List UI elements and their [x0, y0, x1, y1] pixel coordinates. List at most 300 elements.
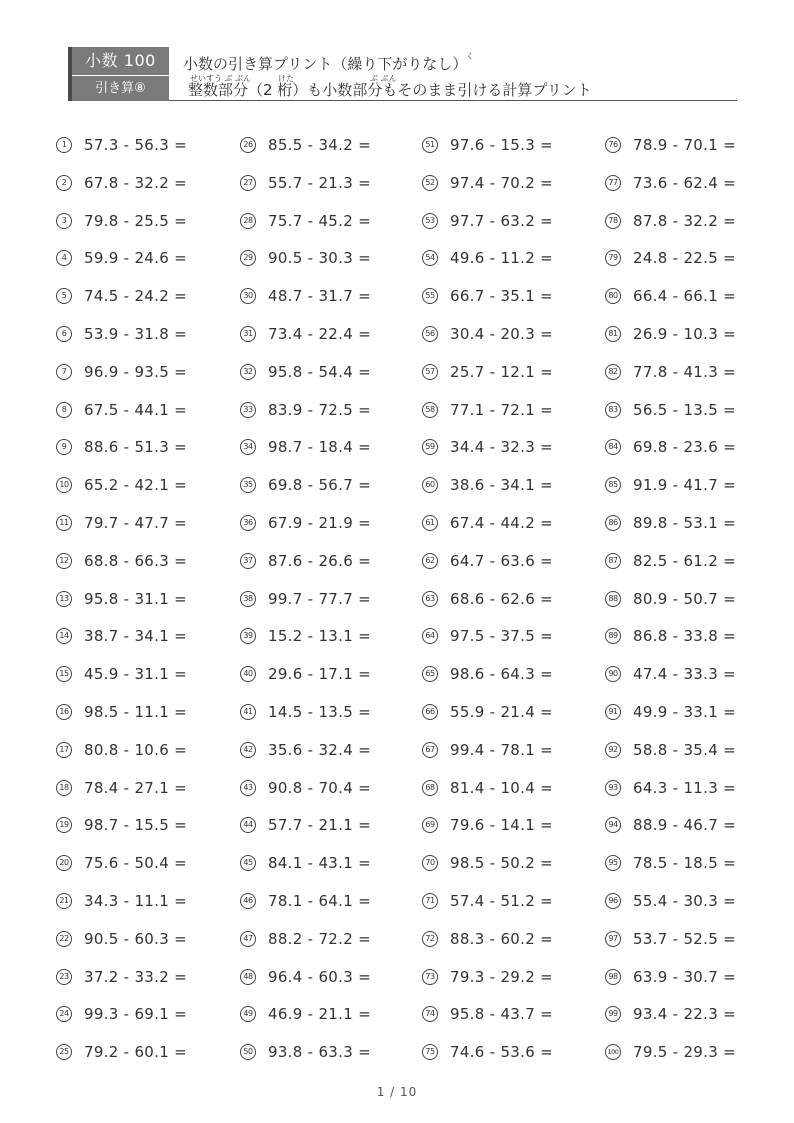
problem-item	[422, 360, 597, 384]
problem-item	[56, 322, 231, 346]
problem-item	[422, 889, 597, 913]
problem-item	[605, 700, 780, 724]
problem-number-badge: 58	[422, 402, 438, 418]
problem-number-badge: 6	[56, 326, 72, 342]
problem-number-badge: 36	[240, 515, 256, 531]
problem-number-badge: 88	[605, 591, 621, 607]
problem-number-badge: 64	[422, 628, 438, 644]
problem-number-badge: 42	[240, 742, 256, 758]
problem-number-badge: 61	[422, 515, 438, 531]
problem-number-badge: 70	[422, 855, 438, 871]
problem-expression: 78.5 - 18.5 =	[633, 854, 736, 873]
problem-item	[422, 813, 597, 837]
worksheet-header	[68, 47, 737, 101]
problem-expression: 96.4 - 60.3 =	[268, 967, 371, 986]
problem-item	[605, 965, 780, 989]
problem-number-badge: 28	[240, 213, 256, 229]
problem-number-badge: 63	[422, 591, 438, 607]
problem-expression: 59.9 - 24.6 =	[84, 249, 187, 268]
problem-item	[605, 473, 780, 497]
problem-number-badge: 94	[605, 817, 621, 833]
problem-item	[240, 1040, 415, 1064]
problem-item	[422, 662, 597, 686]
problem-number-badge: 86	[605, 515, 621, 531]
problem-item	[422, 700, 597, 724]
problem-number-badge: 12	[56, 553, 72, 569]
problem-number-badge: 7	[56, 364, 72, 380]
problem-expression: 88.9 - 46.7 =	[633, 816, 736, 835]
problem-grid	[56, 135, 756, 1060]
problem-item	[56, 738, 231, 762]
problem-item	[422, 624, 597, 648]
problem-expression: 26.9 - 10.3 =	[633, 325, 736, 343]
problem-number-badge: 25	[56, 1044, 72, 1060]
problem-item	[240, 965, 415, 989]
problem-number-badge: 15	[56, 666, 72, 682]
page-number: 1 / 10	[376, 1085, 418, 1099]
worksheet-title	[183, 52, 474, 73]
problem-number-badge: 29	[240, 250, 256, 266]
problem-number-badge: 59	[422, 439, 438, 455]
problem-number-badge: 60	[422, 477, 438, 493]
problem-expression: 75.6 - 50.4 =	[84, 854, 187, 873]
problem-number-badge: 8	[56, 402, 72, 418]
problem-number-badge: 10	[56, 477, 72, 493]
problem-number-badge: 84	[605, 439, 621, 455]
problem-number-badge: 46	[240, 893, 256, 909]
problem-number-badge: 13	[56, 591, 72, 607]
problem-expression: 74.6 - 53.6 =	[450, 1043, 553, 1062]
problem-expression: 81.4 - 10.4 =	[450, 778, 553, 797]
problem-item	[605, 851, 780, 875]
problem-number-badge: 49	[240, 1006, 256, 1022]
problem-item	[56, 587, 231, 611]
problem-expression: 79.5 - 29.3 =	[633, 1043, 736, 1062]
problem-number-badge: 40	[240, 666, 256, 682]
problem-expression: 95.8 - 43.7 =	[450, 1005, 553, 1024]
problem-number-badge: 41	[240, 704, 256, 720]
problem-item	[240, 171, 415, 195]
problem-item	[422, 473, 597, 497]
problem-expression: 63.9 - 30.7 =	[633, 967, 736, 986]
problem-number-badge: 80	[605, 288, 621, 304]
problem-number-badge: 37	[240, 553, 256, 569]
problem-expression: 34.4 - 32.3 =	[450, 438, 553, 457]
problem-item	[56, 435, 231, 459]
problem-item	[605, 133, 780, 157]
problem-number-badge: 53	[422, 213, 438, 229]
problem-number-badge: 35	[240, 477, 256, 493]
problem-number-badge: 34	[240, 439, 256, 455]
problem-item	[605, 662, 780, 686]
problem-number-badge: 2	[56, 175, 72, 191]
problem-number-badge: 76	[605, 137, 621, 153]
ruby-bubun: ぶ ぶん	[370, 74, 397, 83]
problem-number-badge: 87	[605, 553, 621, 569]
problem-expression: 34.3 - 11.1 =	[84, 892, 187, 910]
problem-number-badge: 82	[605, 364, 621, 380]
problem-item	[56, 1040, 231, 1064]
problem-item	[240, 398, 415, 422]
problem-number-badge: 89	[605, 628, 621, 644]
problem-expression: 86.8 - 33.8 =	[633, 627, 736, 646]
problem-expression: 88.6 - 51.3 =	[84, 438, 187, 457]
problem-expression: 24.8 - 22.5 =	[633, 249, 736, 268]
problem-number-badge: 93	[605, 780, 621, 796]
problem-item	[240, 889, 415, 913]
problem-expression: 73.4 - 22.4 =	[268, 325, 371, 343]
problem-number-badge: 73	[422, 969, 438, 985]
problem-item	[605, 1040, 780, 1064]
problem-number-badge: 38	[240, 591, 256, 607]
problem-expression: 79.3 - 29.2 =	[450, 967, 553, 986]
problem-number-badge: 51	[422, 137, 438, 153]
problem-number-badge: 14	[56, 628, 72, 644]
problem-item	[422, 1002, 597, 1026]
problem-expression: 69.8 - 23.6 =	[633, 438, 736, 457]
problem-item	[240, 624, 415, 648]
problem-expression: 38.6 - 34.1 =	[450, 476, 553, 495]
problem-expression: 80.8 - 10.6 =	[84, 740, 187, 759]
problem-number-badge: 19	[56, 817, 72, 833]
problem-item	[56, 398, 231, 422]
problem-number-badge: 50	[240, 1044, 256, 1060]
problem-expression: 69.8 - 56.7 =	[268, 476, 371, 495]
problem-number-badge: 91	[605, 704, 621, 720]
problem-item	[422, 851, 597, 875]
problem-item	[422, 284, 597, 308]
problem-expression: 79.2 - 60.1 =	[84, 1043, 187, 1062]
problem-expression: 67.5 - 44.1 =	[84, 400, 187, 419]
problem-expression: 97.4 - 70.2 =	[450, 173, 553, 192]
worksheet-subtitle: 整数部分（2 桁）も小数部分もそのまま引ける計算プリント	[188, 81, 592, 99]
problem-expression: 66.7 - 35.1 =	[450, 287, 553, 306]
problem-item	[240, 738, 415, 762]
badge-series-label: 小数 100	[72, 47, 169, 76]
problem-expression: 79.7 - 47.7 =	[84, 514, 187, 532]
problem-number-badge: 20	[56, 855, 72, 871]
problem-item	[605, 209, 780, 233]
problem-expression: 25.7 - 12.1 =	[450, 362, 553, 381]
problem-number-badge: 21	[56, 893, 72, 909]
problem-item	[240, 209, 415, 233]
ruby-ku: く	[466, 52, 474, 61]
problem-number-badge: 48	[240, 969, 256, 985]
problem-expression: 57.7 - 21.1 =	[268, 816, 371, 835]
problem-number-badge: 1	[56, 137, 72, 153]
problem-item	[240, 322, 415, 346]
problem-item	[240, 435, 415, 459]
problem-item	[422, 398, 597, 422]
problem-expression: 58.8 - 35.4 =	[633, 740, 736, 759]
problem-expression: 98.7 - 18.4 =	[268, 438, 371, 457]
problem-expression: 79.8 - 25.5 =	[84, 211, 187, 230]
problem-expression: 91.9 - 41.7 =	[633, 476, 736, 495]
problem-item	[605, 284, 780, 308]
problem-number-badge: 75	[422, 1044, 438, 1060]
problem-item	[240, 284, 415, 308]
problem-number-badge: 96	[605, 893, 621, 909]
problem-expression: 67.8 - 32.2 =	[84, 173, 187, 192]
problem-item	[56, 360, 231, 384]
problem-number-badge: 4	[56, 250, 72, 266]
problem-item	[422, 965, 597, 989]
problem-expression: 78.1 - 64.1 =	[268, 892, 371, 910]
problem-item	[56, 851, 231, 875]
problem-number-badge: 90	[605, 666, 621, 682]
problem-number-badge: 69	[422, 817, 438, 833]
header-divider	[169, 100, 737, 101]
problem-expression: 55.4 - 30.3 =	[633, 892, 736, 910]
problem-expression: 74.5 - 24.2 =	[84, 287, 187, 306]
problem-expression: 80.9 - 50.7 =	[633, 589, 736, 608]
problem-item	[422, 209, 597, 233]
problem-number-badge: 30	[240, 288, 256, 304]
problem-expression: 75.7 - 45.2 =	[268, 211, 371, 230]
ruby-seisuu-bubun: せいすう ぶ ぶん	[190, 74, 252, 83]
problem-number-badge: 85	[605, 477, 621, 493]
problem-number-badge: 39	[240, 628, 256, 644]
problem-expression: 88.3 - 60.2 =	[450, 929, 553, 948]
problem-item	[422, 246, 597, 270]
problem-number-badge: 62	[422, 553, 438, 569]
worksheet-badge	[68, 47, 169, 101]
problem-number-badge: 74	[422, 1006, 438, 1022]
problem-expression: 82.5 - 61.2 =	[633, 551, 736, 570]
problem-item	[422, 435, 597, 459]
problem-expression: 78.9 - 70.1 =	[633, 136, 736, 154]
problem-item	[56, 889, 231, 913]
problem-expression: 53.7 - 52.5 =	[633, 929, 736, 948]
problem-expression: 93.8 - 63.3 =	[268, 1043, 371, 1062]
problem-expression: 79.6 - 14.1 =	[450, 816, 553, 835]
problem-number-badge: 17	[56, 742, 72, 758]
problem-expression: 65.2 - 42.1 =	[84, 476, 187, 495]
problem-number-badge: 66	[422, 704, 438, 720]
problem-item	[605, 549, 780, 573]
problem-expression: 30.4 - 20.3 =	[450, 325, 553, 343]
problem-item	[605, 738, 780, 762]
problem-expression: 97.5 - 37.5 =	[450, 627, 553, 646]
problem-item	[56, 624, 231, 648]
problem-item	[240, 549, 415, 573]
problem-expression: 56.5 - 13.5 =	[633, 400, 736, 419]
problem-expression: 98.5 - 50.2 =	[450, 854, 553, 873]
problem-item	[605, 813, 780, 837]
problem-item	[240, 700, 415, 724]
problem-item	[240, 246, 415, 270]
problem-expression: 55.7 - 21.3 =	[268, 173, 371, 192]
problem-item	[56, 965, 231, 989]
problem-expression: 38.7 - 34.1 =	[84, 627, 187, 646]
problem-item	[422, 1040, 597, 1064]
problem-item	[605, 171, 780, 195]
problem-item	[240, 662, 415, 686]
problem-item	[56, 549, 231, 573]
problem-expression: 68.8 - 66.3 =	[84, 551, 187, 570]
problem-item	[240, 473, 415, 497]
problem-item	[422, 322, 597, 346]
problem-item	[240, 360, 415, 384]
problem-expression: 68.6 - 62.6 =	[450, 589, 553, 608]
problem-number-badge: 32	[240, 364, 256, 380]
problem-number-badge: 100	[605, 1044, 621, 1060]
problem-number-badge: 47	[240, 931, 256, 947]
problem-expression: 99.3 - 69.1 =	[84, 1005, 187, 1024]
problem-expression: 73.6 - 62.4 =	[633, 173, 736, 192]
problem-expression: 67.9 - 21.9 =	[268, 514, 371, 532]
problem-number-badge: 27	[240, 175, 256, 191]
problem-expression: 37.2 - 33.2 =	[84, 967, 187, 986]
problem-item	[56, 662, 231, 686]
problem-number-badge: 68	[422, 780, 438, 796]
problem-number-badge: 9	[56, 439, 72, 455]
problem-item	[56, 1002, 231, 1026]
problem-number-badge: 5	[56, 288, 72, 304]
problem-expression: 84.1 - 43.1 =	[268, 854, 371, 873]
problem-item	[422, 511, 597, 535]
problem-item	[56, 284, 231, 308]
problem-item	[605, 624, 780, 648]
problem-expression: 90.5 - 60.3 =	[84, 929, 187, 948]
problem-number-badge: 65	[422, 666, 438, 682]
problem-item	[240, 1002, 415, 1026]
problem-number-badge: 54	[422, 250, 438, 266]
problem-item	[56, 171, 231, 195]
problem-item	[422, 171, 597, 195]
problem-expression: 49.9 - 33.1 =	[633, 703, 736, 721]
problem-number-badge: 45	[240, 855, 256, 871]
problem-expression: 97.6 - 15.3 =	[450, 136, 553, 154]
problem-expression: 88.2 - 72.2 =	[268, 929, 371, 948]
problem-number-badge: 56	[422, 326, 438, 342]
problem-item	[56, 700, 231, 724]
problem-expression: 90.5 - 30.3 =	[268, 249, 371, 268]
problem-expression: 15.2 - 13.1 =	[268, 627, 371, 646]
problem-item	[605, 776, 780, 800]
problem-expression: 90.8 - 70.4 =	[268, 778, 371, 797]
problem-number-badge: 11	[56, 515, 72, 531]
problem-number-badge: 18	[56, 780, 72, 796]
problem-number-badge: 77	[605, 175, 621, 191]
problem-item	[605, 360, 780, 384]
problem-item	[56, 246, 231, 270]
problem-number-badge: 57	[422, 364, 438, 380]
problem-number-badge: 24	[56, 1006, 72, 1022]
problem-number-badge: 83	[605, 402, 621, 418]
problem-expression: 49.6 - 11.2 =	[450, 249, 553, 268]
problem-expression: 77.8 - 41.3 =	[633, 362, 736, 381]
problem-expression: 95.8 - 54.4 =	[268, 362, 371, 381]
problem-number-badge: 72	[422, 931, 438, 947]
problem-expression: 64.7 - 63.6 =	[450, 551, 553, 570]
problem-expression: 57.3 - 56.3 =	[84, 136, 187, 154]
problem-item	[605, 511, 780, 535]
problem-item	[422, 133, 597, 157]
problem-expression: 98.7 - 15.5 =	[84, 816, 187, 835]
problem-item	[422, 776, 597, 800]
problem-item	[56, 813, 231, 837]
problem-item	[605, 927, 780, 951]
problem-item	[56, 133, 231, 157]
problem-item	[56, 473, 231, 497]
problem-expression: 99.4 - 78.1 =	[450, 740, 553, 759]
problem-expression: 83.9 - 72.5 =	[268, 400, 371, 419]
problem-number-badge: 92	[605, 742, 621, 758]
problem-expression: 53.9 - 31.8 =	[84, 325, 187, 343]
problem-item	[56, 927, 231, 951]
problem-item	[605, 587, 780, 611]
problem-expression: 97.7 - 63.2 =	[450, 211, 553, 230]
problem-expression: 98.5 - 11.1 =	[84, 703, 187, 721]
problem-expression: 87.6 - 26.6 =	[268, 551, 371, 570]
problem-item	[240, 133, 415, 157]
problem-item	[240, 813, 415, 837]
problem-item	[605, 398, 780, 422]
problem-number-badge: 81	[605, 326, 621, 342]
problem-expression: 47.4 - 33.3 =	[633, 665, 736, 684]
problem-number-badge: 3	[56, 213, 72, 229]
problem-number-badge: 78	[605, 213, 621, 229]
ruby-keta: けた	[278, 74, 294, 83]
problem-expression: 96.9 - 93.5 =	[84, 362, 187, 381]
problem-number-badge: 97	[605, 931, 621, 947]
problem-number-badge: 33	[240, 402, 256, 418]
problem-item	[605, 889, 780, 913]
problem-number-badge: 22	[56, 931, 72, 947]
problem-item	[422, 738, 597, 762]
problem-expression: 64.3 - 11.3 =	[633, 778, 736, 797]
problem-expression: 93.4 - 22.3 =	[633, 1005, 736, 1024]
title-text: 小数の引き算プリント（繰り下がりなし）	[183, 55, 468, 73]
problem-number-badge: 95	[605, 855, 621, 871]
problem-number-badge: 71	[422, 893, 438, 909]
problem-number-badge: 98	[605, 969, 621, 985]
problem-item	[422, 549, 597, 573]
problem-number-badge: 55	[422, 288, 438, 304]
problem-number-badge: 52	[422, 175, 438, 191]
problem-item	[240, 587, 415, 611]
problem-item	[240, 776, 415, 800]
problem-expression: 99.7 - 77.7 =	[268, 589, 371, 608]
problem-number-badge: 67	[422, 742, 438, 758]
problem-number-badge: 44	[240, 817, 256, 833]
problem-item	[605, 322, 780, 346]
problem-expression: 67.4 - 44.2 =	[450, 514, 553, 532]
problem-item	[240, 927, 415, 951]
badge-sheet-label: 引き算⑧	[95, 81, 146, 96]
problem-number-badge: 31	[240, 326, 256, 342]
problem-item	[605, 435, 780, 459]
problem-expression: 66.4 - 66.1 =	[633, 287, 736, 306]
problem-number-badge: 99	[605, 1006, 621, 1022]
problem-item	[240, 511, 415, 535]
problem-expression: 35.6 - 32.4 =	[268, 740, 371, 759]
problem-expression: 45.9 - 31.1 =	[84, 665, 187, 684]
problem-item	[605, 1002, 780, 1026]
problem-item	[56, 776, 231, 800]
problem-expression: 55.9 - 21.4 =	[450, 703, 553, 721]
problem-expression: 95.8 - 31.1 =	[84, 589, 187, 608]
problem-number-badge: 43	[240, 780, 256, 796]
problem-item	[605, 246, 780, 270]
problem-item	[56, 209, 231, 233]
problem-expression: 85.5 - 34.2 =	[268, 136, 371, 154]
problem-expression: 77.1 - 72.1 =	[450, 400, 553, 419]
problem-expression: 14.5 - 13.5 =	[268, 703, 371, 721]
problem-number-badge: 16	[56, 704, 72, 720]
problem-item	[422, 927, 597, 951]
